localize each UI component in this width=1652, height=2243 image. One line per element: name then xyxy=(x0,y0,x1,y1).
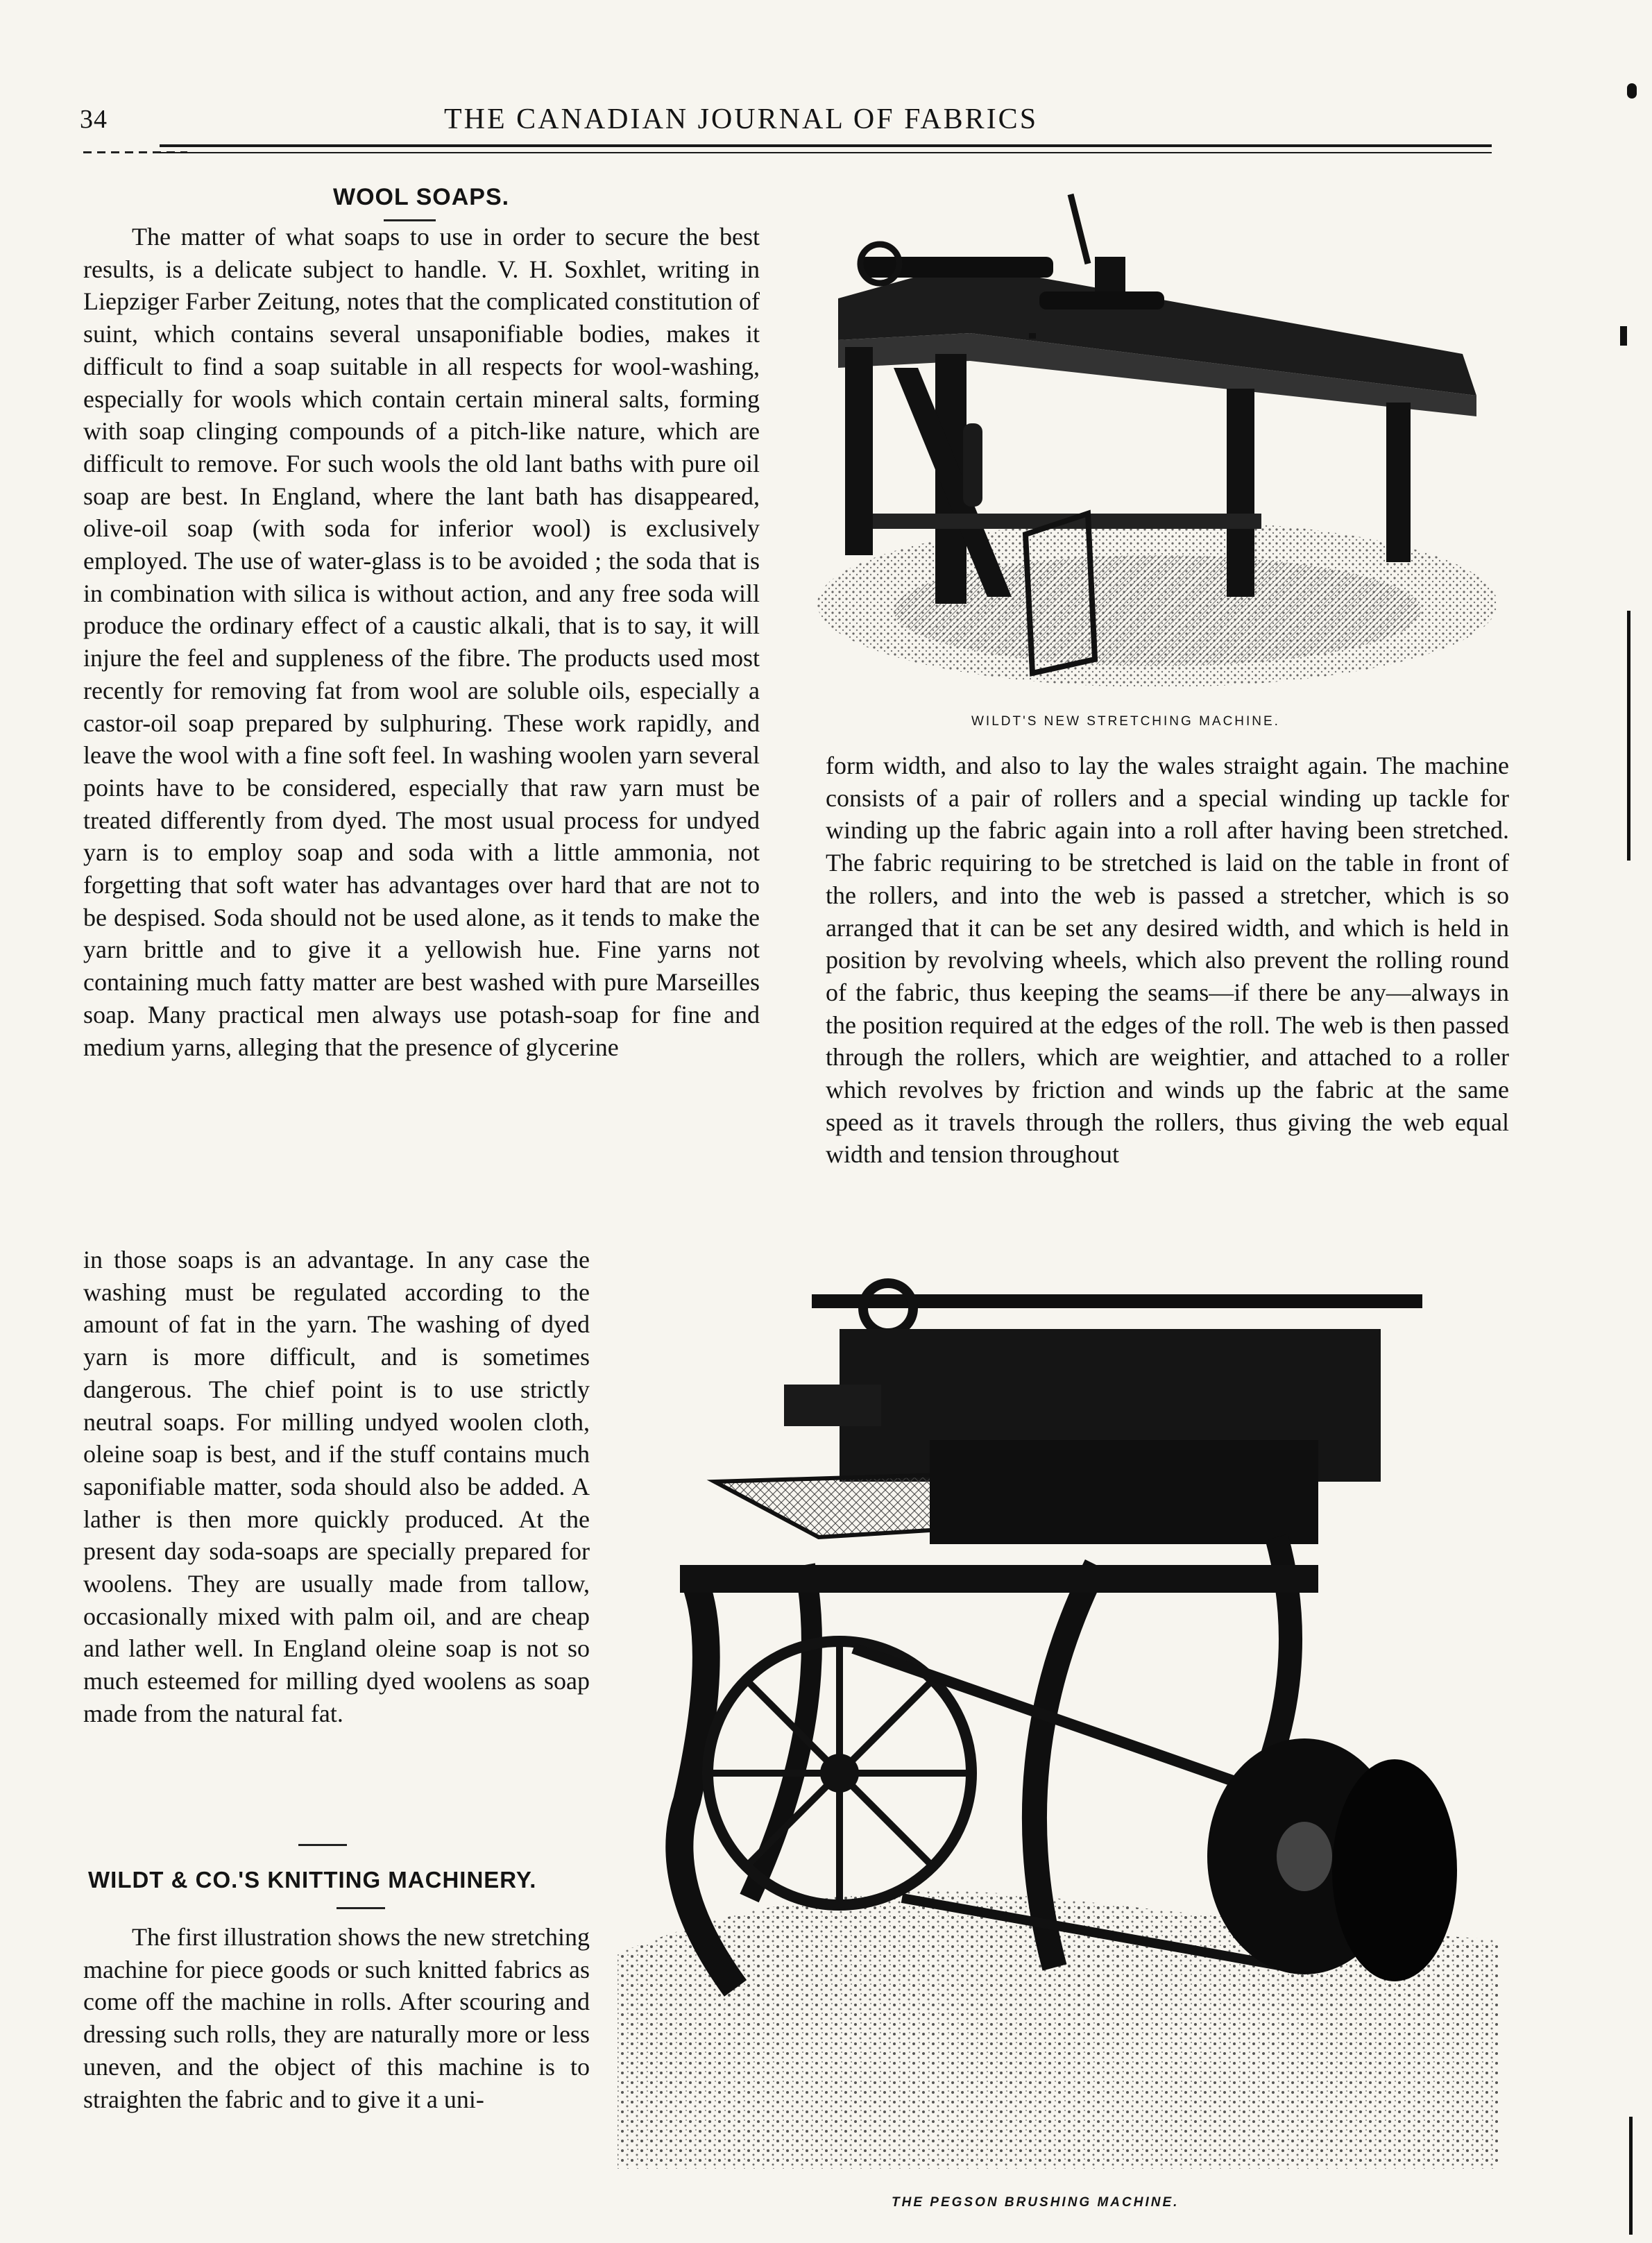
scan-mark xyxy=(1629,2117,1633,2235)
scan-mark xyxy=(1627,83,1637,99)
wildt-article-column xyxy=(83,1921,590,2115)
scan-mark xyxy=(1620,326,1627,346)
wool-soaps-column-continued xyxy=(83,1244,590,1730)
header-rule-thick xyxy=(160,144,1492,147)
journal-title: THE CANADIAN JOURNAL OF FABRICS xyxy=(444,103,1039,135)
wildt-article-column-continued xyxy=(826,750,1509,1171)
brushing-machine-illustration xyxy=(611,1273,1506,2183)
heading-underline xyxy=(337,1907,385,1909)
section-divider xyxy=(298,1844,347,1846)
wildt-article-paragraph: The first illustration shows the new stretching machine for piece goods or such knitted fabrics as come off the machine in rolls. After scouring and dressing such rolls, they are naturally more or less uneven, and the object of this machine is to straighten the fabric and to give it a uni- xyxy=(83,1923,590,2113)
scan-mark xyxy=(1627,611,1630,861)
header-rule-thin xyxy=(160,152,1492,153)
stretching-machine-caption: WILDT'S NEW STRETCHING MACHINE. xyxy=(971,714,1280,729)
wool-soaps-column xyxy=(83,221,760,1063)
brushing-machine-caption: THE PEGSON BRUSHING MACHINE. xyxy=(892,2195,1180,2210)
wildt-knitting-heading: WILDT & CO.'S KNITTING MACHINERY. xyxy=(88,1867,537,1893)
wildt-article-paragraph-continued: form width, and also to lay the wales straight again. The machine consists of a pair of rollers and a special winding up tackle for winding up the fabric again into a roll after having been stretched. The fabric requiring to be stretched is laid on the table in front of the rollers, and into the web is passed a stretcher, which is so arranged that it can be set any desired width, and which is held in position by revolving wheels, which also prevent the rolling round of the fabric, thus keeping the seams—if there be any—always in the position required at the edges of the roll. The web is then passed through the rollers, which are weightier, and attached to a roller which revolves by friction and winds up the fabric at the same speed as it travels through the rollers, thus giving the web equal width and tension throughout xyxy=(826,752,1509,1169)
wool-soaps-paragraph-continued: in those soaps is an advantage. In any case the washing must be regulated according to the amount of fat in the yarn. The washing of dyed yarn is more difficult, and is sometimes dangerous. The chief point is to use strictly neutral soaps. For milling undyed woolen cloth, oleine soap is best, and if the stuff contains much saponifiable matter, soda should also be added. A lather is then more quickly produced. At the present day soda-soaps are specially prepared for woolens. They are usually made from tallow, occasionally mixed with palm oil, and are cheap and lather well. In England oleine soap is not so much esteemed for milling dyed woolens as soap made from the natural fat. xyxy=(83,1246,590,1727)
wool-soaps-heading: WOOL SOAPS. xyxy=(333,184,510,210)
stretching-machine-illustration xyxy=(797,187,1497,704)
page-number: 34 xyxy=(80,105,108,134)
wool-soaps-paragraph: The matter of what soaps to use in order to secure the best results, is a delicate subject to handle. V. H. Soxhlet, writing in Liepziger Farber Zeitung, notes that the complicated constitution of suint, which contains several unsaponifiable bodies, makes it difficult to find a soap suitable in all respects for wool-washing, especially for wools which contain certain mineral salts, forming with soap clinging compounds of a pitch-like nature, which are difficult to remove. For such wools the old lant baths with pure oil soap are best. In England, where the lant bath has disappeared, olive-oil soap (with soda for inferior wool) is exclusively employed. The use of water-glass is to be avoided ; the soda that is in combination with silica is without action, and any free soda will produce the ordinary effect of a caustic alkali, that is to say, it will injure the feel and suppleness of the fibre. The products used most recently for removing fat from wool are soluble oils, especially a castor-oil soap prepared by sulphuring. These work rapidly, and leave the wool with a fine soft feel. In washing woolen yarn several points have to be considered, especially that raw yarn must be treated differently from dyed. The most usual process for undyed yarn is to employ soap and soda with a little ammonia, not forgetting that soft water has advantages over hard that are not to be despised. Soda should not be used alone, as it tends to make the yarn brittle and to give it a yellowish hue. Fine yarns not containing much fatty matter are best washed with pure Marseilles soap. Many practical men always use potash-soap for fine and medium yarns, alleging that the presence of glycerine xyxy=(83,223,760,1061)
